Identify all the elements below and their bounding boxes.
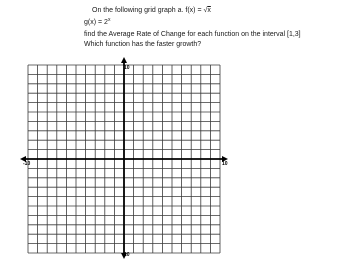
problem-line-2-text: g(x) = 2 — [84, 19, 108, 26]
y-axis-min-label: 10 — [124, 252, 130, 258]
sqrt-symbol: √ — [203, 7, 208, 14]
axes — [20, 57, 228, 259]
x-axis-min-label: -10 — [23, 161, 31, 167]
y-axis-max-label: 10 — [124, 65, 130, 71]
problem-line-1-text: On the following grid graph a. f(x) = — [92, 7, 204, 14]
exponent: x — [107, 17, 111, 23]
x-axis-max-label: 10 — [222, 161, 228, 167]
y-axis-top-arrow — [121, 57, 127, 63]
problem-line-4: Which function has the faster growth? — [84, 41, 202, 48]
radicand: x — [207, 7, 211, 14]
problem-line-3: find the Average Rate of Change for each function on the interval [1,3] — [84, 31, 301, 38]
